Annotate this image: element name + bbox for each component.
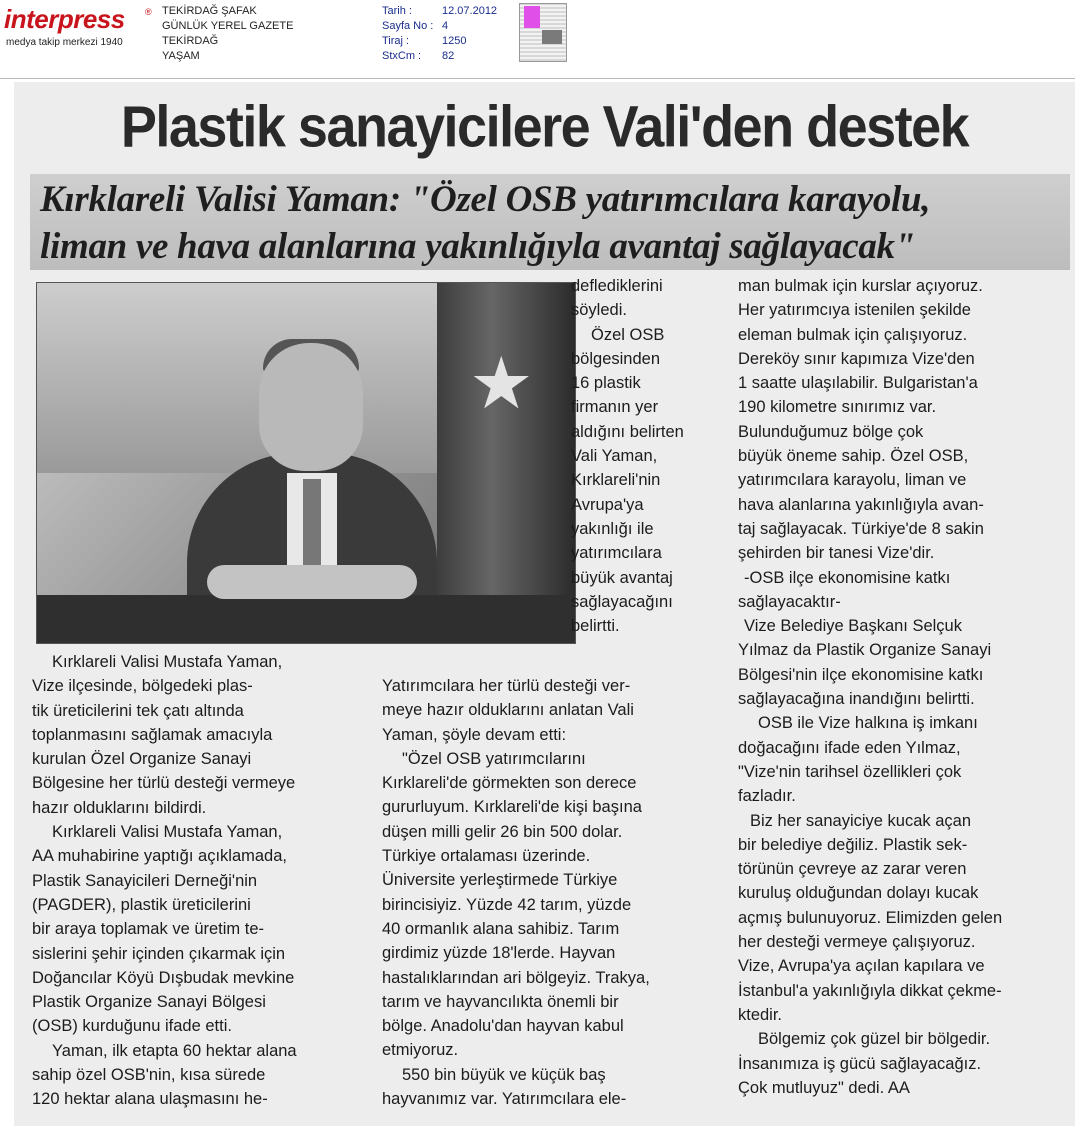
article-subhead-band <box>30 174 1070 270</box>
person-hands <box>207 565 417 599</box>
text-line: büyük öneme sahip. Özel OSB, <box>738 447 969 466</box>
text-line: Dereköy sınır kapımıza Vize'den <box>738 349 975 368</box>
text-line: Biz her sanayiciye kucak açan <box>750 811 972 830</box>
text-line: Vize ilçesinde, bölgedeki plas- <box>32 677 253 696</box>
text-line: Kırklareli Valisi Mustafa Yaman, <box>52 653 283 671</box>
text-line: yakınlığı ile <box>571 519 654 538</box>
text-line: sağlayacağına inandığını belirtti. <box>738 690 975 709</box>
column-3 <box>738 274 1002 1100</box>
text-line: "Vize'nin tarihsel özellikleri çok <box>738 762 962 781</box>
text-line: -OSB ilçe ekonomisine katkı <box>744 568 951 587</box>
text-line: Özel OSB <box>591 325 665 344</box>
text-line: İstanbul'a yakınlığıyla dikkat çekme- <box>738 981 1002 1000</box>
meta-labels <box>382 4 433 64</box>
publication-section: YAŞAM <box>162 50 200 62</box>
publication-type: GÜNLÜK YEREL GAZETE <box>162 20 294 32</box>
text-line: toplanmasını sağlamak amacıyla <box>32 725 273 744</box>
text-line: açmış bulunuyoruz. Elimizden gelen <box>738 908 1003 927</box>
text-line: belirtti. <box>571 617 620 636</box>
text-line: bölge. Anadolu'dan hayvan kabul <box>382 1017 624 1036</box>
text-line: taj sağlayacak. Türkiye'de 8 sakin <box>738 519 984 538</box>
text-line: 190 kilometre sınırımız var. <box>738 398 937 417</box>
text-line: Bulunduğumuz bölge çok <box>738 422 924 441</box>
text-line: bir araya toplamak ve üretim te- <box>32 920 265 939</box>
text-line: defledikler​ini <box>571 277 663 295</box>
desk <box>37 595 575 643</box>
text-line: birincisiyiz. Yüzde 42 tarım, yüzde <box>382 895 632 914</box>
registered-mark: ® <box>145 7 152 17</box>
meta-values <box>442 4 497 64</box>
text-line: söyledi. <box>571 301 627 320</box>
page-value: 4 <box>442 20 449 32</box>
text-line: Üniversite yerleştirmede Türkiye <box>382 871 618 890</box>
page-label: Sayfa No : <box>382 20 434 32</box>
text-line: tik üreticilerini tek çatı altında <box>32 701 244 720</box>
text-line: Plastik Sanayicileri Derneği'nin <box>32 871 258 890</box>
text-line: etmiyoruz. <box>382 1041 459 1060</box>
text-line: 1 saatte ulaşılabilir. Bulgaristan'a <box>738 374 978 393</box>
text-line: törünün çevreye az zarar veren <box>738 860 967 879</box>
text-line: Vize Belediye Başkanı Selçuk <box>744 617 962 636</box>
text-line: Çok mutluyuz" dedi. AA <box>738 1078 910 1097</box>
flag-star-icon: ★ <box>469 344 534 424</box>
text-line: doğacağını ifade eden Yılmaz, <box>738 738 961 757</box>
article-subhead <box>40 176 1070 270</box>
text-line: bölgesinden <box>571 349 660 368</box>
text-line: gururluyum. Kırklareli'de kişi başına <box>382 798 642 817</box>
text-line: aldığını belirten <box>571 422 684 441</box>
subhead-line: Kırklareli Valisi Yaman: "Özel OSB yatırımcılara karayolu, <box>40 179 931 220</box>
text-line: sağlayacağını <box>571 592 673 611</box>
text-line: hastalıklarından ari bölgeyiz. Trakya, <box>382 968 650 987</box>
text-line: fazladır. <box>738 787 796 806</box>
person-head <box>259 343 363 471</box>
text-line: "Özel OSB yatırımcılarını <box>402 749 586 768</box>
text-line: hazır olduklarını bildirdi. <box>32 798 207 817</box>
text-line: man bulmak için kurslar açıyoruz. <box>738 277 983 295</box>
text-line: her desteği vermeye çalışıyoruz. <box>738 933 976 952</box>
text-line: hayvanımız var. Yatırımcılara ele- <box>382 1090 627 1109</box>
publication-info <box>162 4 293 64</box>
text-line: Avrupa'ya <box>571 495 644 514</box>
stxcm-value: 82 <box>442 50 455 62</box>
text-line: meye hazır olduklarını anlatan Vali <box>382 701 634 720</box>
text-line: 120 hektar alana ulaşmasını he- <box>32 1090 268 1109</box>
logo-wordmark: interpress <box>4 4 125 34</box>
text-line: Her yatırımcıya istenilen şekilde <box>738 301 971 320</box>
text-line: İnsanımıza iş gücü sağlayacağız. <box>738 1054 982 1073</box>
text-line: sahip özel OSB'nin, kısa sürede <box>32 1066 266 1085</box>
date-label: Tarih : <box>382 5 412 17</box>
publication-city: TEKİRDAĞ <box>162 35 219 47</box>
column-2-top <box>571 274 684 638</box>
text-line: Plastik Organize Sanayi Bölgesi <box>32 993 266 1012</box>
text-line: şehirden bir tanesi Vize'dir. <box>738 544 935 563</box>
text-line: Kırklareli'de görmekten son derece <box>382 774 637 793</box>
date-value: 12.07.2012 <box>442 5 498 17</box>
text-line: OSB ile Vize halkına iş imkanı <box>758 714 978 733</box>
text-line: Kırklareli Valisi Mustafa Yaman, <box>52 823 283 842</box>
logo-tagline: medya takip merkezi 1940 <box>6 37 123 48</box>
text-line: (OSB) kurduğunu ifade etti. <box>32 1017 232 1036</box>
thumbnail-photo-block <box>542 30 562 44</box>
text-line: 40 ormanlık alana sahibiz. Tarım <box>382 919 620 938</box>
text-line: ktedir. <box>738 1005 783 1024</box>
page-thumbnail[interactable] <box>519 3 567 62</box>
text-line: Yaman, ilk etapta 60 hektar alana <box>52 1041 297 1060</box>
text-line: 550 bin büyük ve küçük baş <box>402 1065 606 1084</box>
text-line: Vize, Avrupa'ya açılan kapılara ve <box>738 957 985 976</box>
text-line: AA muhabirine yaptığı açıklamada, <box>32 847 287 866</box>
publication-name: TEKİRDAĞ ŞAFAK <box>162 5 257 17</box>
text-line: kurulan Özel Organize Sanayi <box>32 750 252 769</box>
column-2-bottom <box>382 674 650 1111</box>
text-line: Doğancılar Köyü Dışbudak mevkine <box>32 968 295 987</box>
header-divider <box>0 78 1075 79</box>
governor-photo <box>36 282 576 644</box>
text-line: Türkiye ortalaması üzerinde. <box>382 847 591 866</box>
text-line: düşen milli gelir 26 bin 500 dolar. <box>382 822 623 841</box>
interpress-logo <box>4 4 154 52</box>
thumbnail-highlight <box>524 6 540 28</box>
text-line: Yaman, şöyle devam etti: <box>382 725 567 744</box>
article-clipping <box>14 82 1075 1126</box>
circulation-label: Tiraj : <box>382 35 410 47</box>
text-line: firmanın yer <box>571 398 659 417</box>
stxcm-label: StxCm : <box>382 50 422 62</box>
text-line: Kırklareli'nin <box>571 471 661 490</box>
text-line: Yılmaz da Plastik Organize Sanayi <box>738 641 992 660</box>
text-line: büyük avantaj <box>571 568 673 587</box>
text-line: Yatırımcılara her türlü desteği ver- <box>382 677 631 695</box>
text-line: sağlayacaktır- <box>738 592 841 611</box>
article-headline: Plastik sanayicilere Vali'den destek <box>120 94 969 160</box>
text-line: tarım ve hayvancılıkta önemli bir <box>382 992 619 1011</box>
text-line: girdimiz yüzde 18'lerde. Hayvan <box>382 944 616 963</box>
text-line: kuruluş olduğundan dolayı kucak <box>738 884 979 903</box>
text-line: Vali Yaman, <box>571 447 658 466</box>
column-1 <box>32 650 297 1112</box>
text-line: eleman bulmak için çalışıyoruz. <box>738 325 968 344</box>
text-line: bir belediye değiliz. Plastik sek- <box>738 835 968 854</box>
text-line: (PAGDER), plastik üreticilerini <box>32 895 251 914</box>
text-line: Bölgemiz çok güzel bir bölgedir. <box>758 1030 991 1049</box>
text-line: Bölgesine her türlü desteği vermeye <box>32 774 296 793</box>
text-line: 16 plastik <box>571 374 641 393</box>
text-line: yatırımcılara karayolu, liman ve <box>738 471 967 490</box>
text-line: sislerini şehir içinden çıkarmak için <box>32 944 286 963</box>
text-line: Bölgesi'nin ilçe ekonomisine katkı <box>738 665 984 684</box>
text-line: yatırımcılara <box>571 544 662 563</box>
subhead-line: liman ve hava alanlarına yakınlığıyla avantaj sağlayacak" <box>40 226 916 267</box>
flag-shape <box>437 283 575 613</box>
circulation-value: 1250 <box>442 35 467 47</box>
text-line: hava alanlarına yakınlığıyla avan- <box>738 495 984 514</box>
